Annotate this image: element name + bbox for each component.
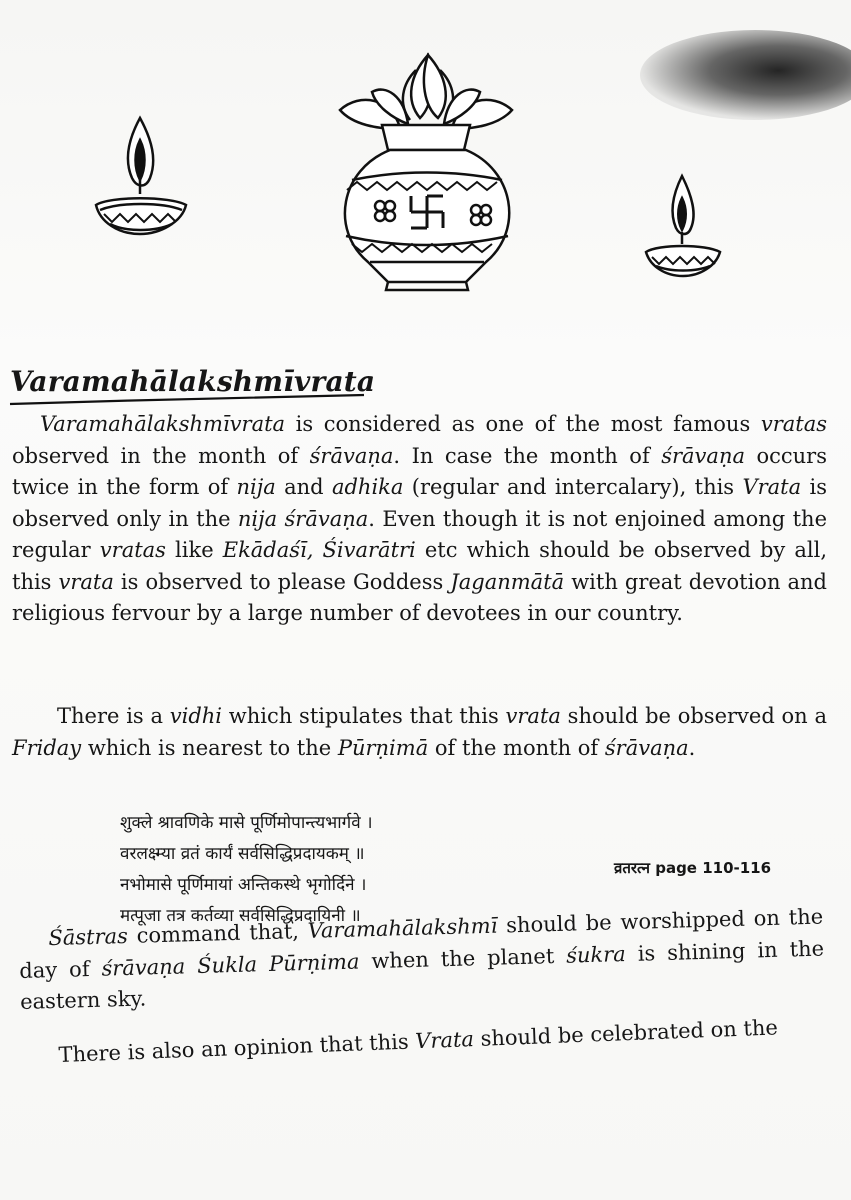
source-reference xyxy=(614,858,771,878)
italic-term: Friday xyxy=(12,735,82,760)
reference-pages: page 110-116 xyxy=(655,859,772,877)
italic-term: Jaganmātā xyxy=(450,569,565,594)
paragraph-vidhi xyxy=(12,701,827,764)
italic-term: Vrata xyxy=(414,1027,475,1054)
text-run: should be celebrated on the xyxy=(473,1015,779,1052)
italic-term: adhika xyxy=(331,475,404,499)
italic-term: vratas xyxy=(99,538,166,562)
italic-term: Pūrṇimā xyxy=(337,735,429,760)
italic-term: vrata xyxy=(58,569,114,594)
italic-term: vidhi xyxy=(169,704,223,728)
text-run: observed in the month of xyxy=(12,443,310,468)
text-run: There is also an opinion that this xyxy=(58,1029,416,1067)
ornament-header xyxy=(0,0,851,310)
text-run: occurs twice in the form of xyxy=(12,443,827,499)
italic-term: śukra xyxy=(565,941,627,968)
text-run: should be observed on a xyxy=(560,704,827,728)
reference-title: व्रतरत्न xyxy=(614,859,650,877)
italic-term: Ekādaśī, Śivarātri xyxy=(222,538,416,562)
italic-term: Varamahālakshmī xyxy=(307,913,498,943)
diya-lamp-left-icon xyxy=(96,118,186,234)
text-run: command that, xyxy=(127,918,309,948)
italic-term: Śāstras xyxy=(48,923,129,951)
diya-lamp-right-icon xyxy=(646,176,720,276)
text-run: is considered as one of the most famous xyxy=(285,412,761,436)
text-run: like xyxy=(165,538,223,562)
italic-term: nija xyxy=(236,475,276,499)
italic-term: vrata xyxy=(505,704,561,728)
italic-term: śrāvaṇa Śukla Pūrṇima xyxy=(101,948,360,981)
text-run: which stipulates that this xyxy=(222,704,506,728)
italic-term: Vrata xyxy=(742,475,802,499)
italic-term: śrāvaṇa xyxy=(309,443,394,468)
verse-line: शुक्ले श्रावणिके मासे पूर्णिमोपान्त्यभार्गवे । xyxy=(120,813,373,833)
text-run: is observed only in the xyxy=(12,475,827,531)
paragraph-opinion xyxy=(58,1010,839,1071)
title-underline xyxy=(8,392,368,408)
italic-term: śrāvaṇa xyxy=(661,443,745,468)
chapter-title: Varamahālakshmīvrata xyxy=(10,365,376,398)
kalasha-pot-icon xyxy=(340,55,512,290)
text-run: which is nearest to the xyxy=(81,735,338,760)
text-run: when the planet xyxy=(359,943,567,973)
italic-term: Varamahālakshmīvrata xyxy=(40,412,286,436)
text-run: is observed to please Goddess xyxy=(113,569,451,594)
text-run: is shining in the eastern sky. xyxy=(19,936,825,1014)
italic-term: vratas xyxy=(760,412,827,436)
paragraph-intro xyxy=(12,409,827,630)
verse-line: नभोमासे पूर्णिमायां अन्तिकस्थे भृगोर्दिने । xyxy=(120,875,367,895)
text-run: with great devotion and religious fervour by a large number of devotees in our country. xyxy=(12,569,827,625)
verse-line: वरलक्ष्म्या व्रतं कार्यं सर्वसिद्धिप्रदायकम् ॥ xyxy=(120,844,365,864)
text-run: . xyxy=(688,735,696,760)
text-run: and xyxy=(275,475,332,499)
text-run: of the month of xyxy=(428,735,605,760)
text-run: . In case the month of xyxy=(393,443,662,468)
text-run: . Even though it is not enjoined among the regular xyxy=(12,506,828,562)
italic-term: nija śrāvaṇa xyxy=(237,506,369,531)
text-run: There is a xyxy=(57,704,170,728)
text-run: etc which should be observed by all, this xyxy=(12,538,827,594)
verse-line: मत्पूजा तत्र कर्तव्या सर्वसिद्धिप्रदायिनी ॥ xyxy=(120,906,361,926)
text-run: should be worshipped on the day of xyxy=(18,904,824,983)
text-run: (regular and intercalary), this xyxy=(403,475,743,499)
italic-term: śrāvaṇa xyxy=(604,735,689,760)
